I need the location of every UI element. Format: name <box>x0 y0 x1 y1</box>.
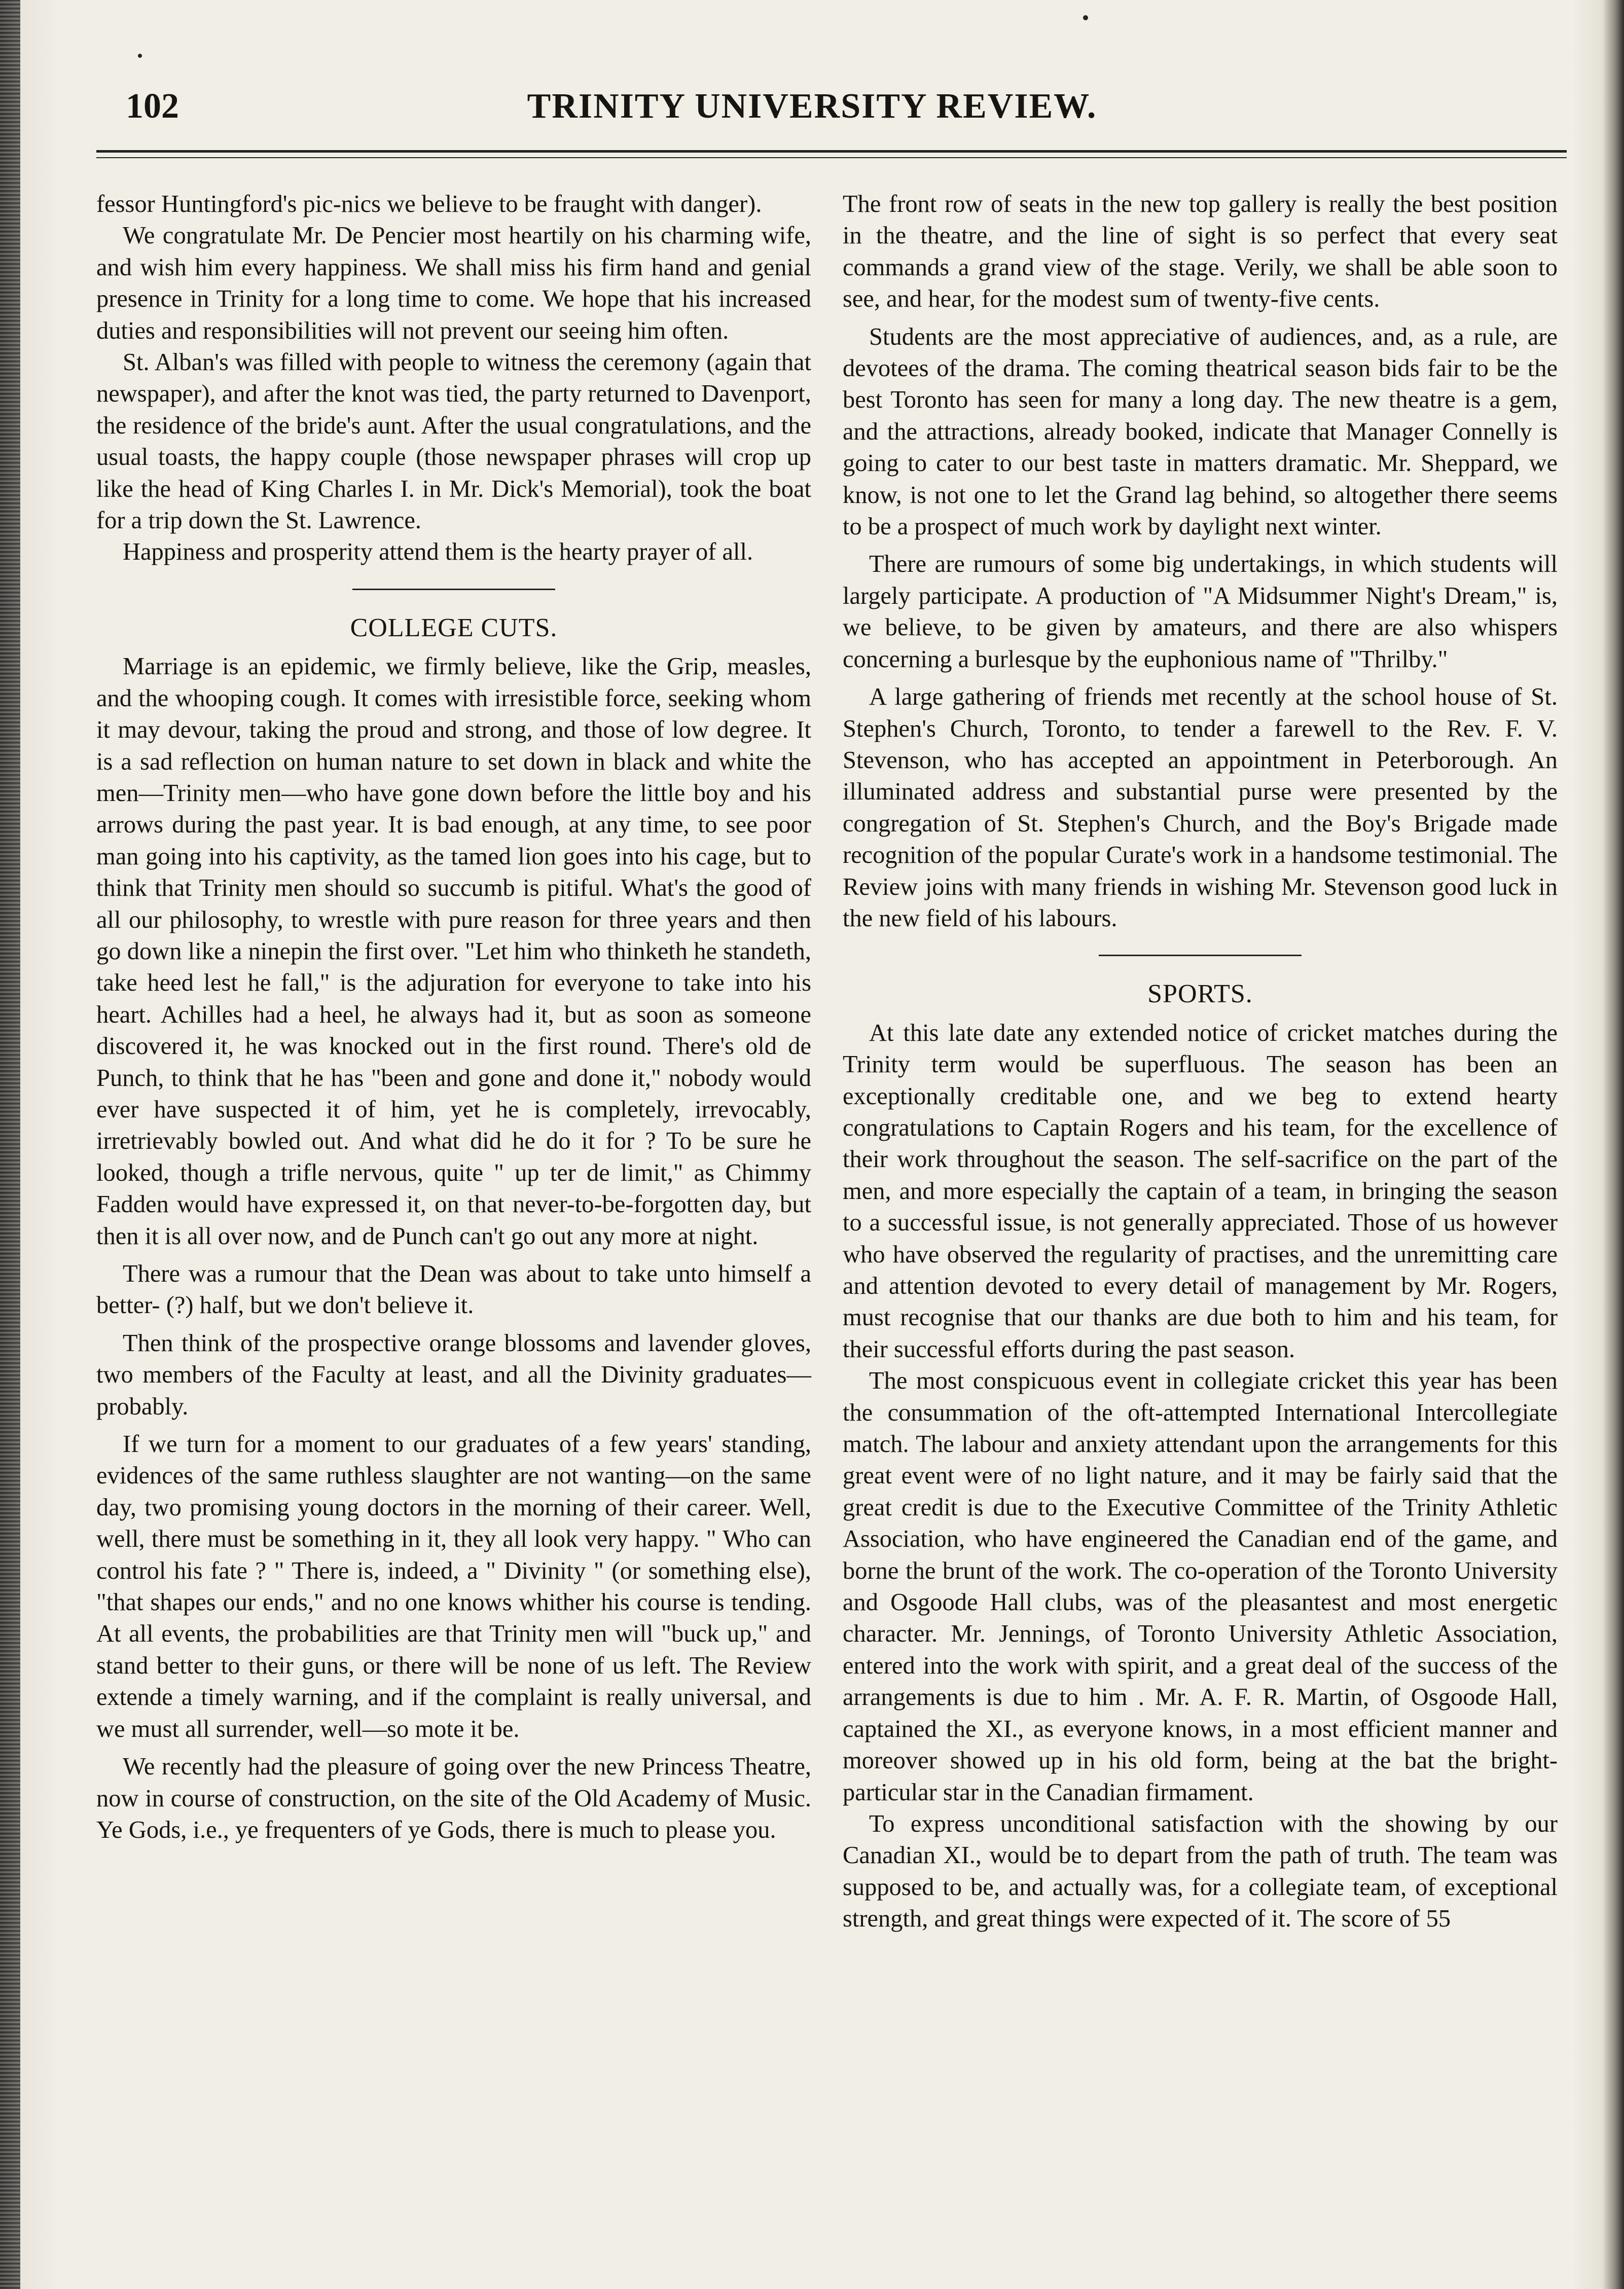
section-title-college-cuts: COLLEGE CUTS. <box>350 613 558 642</box>
paragraph: Students are the most appreciative of audiences, and, as a rule, are devotees of the drama. The coming theatrical season bids fair to be the best Toronto has seen for many a long day. The new theatre is a gem, and the attractions, already booked, indicate that Manager Connelly is going to cater to our best taste in matters dramatic. Mr. Sheppard, we know, is not one to let the Grand lag behind, so altogether there seems to be a prospect of much work by daylight next winter. <box>843 323 1558 540</box>
paragraph: Marriage is an epidemic, we firmly believe, like the Grip, measles, and the whooping cough. It comes with irresistible force, seeking whom it may devour, taking the proud and strong, and those of low degree. It is a sad reflection on human nature to set down in black and white the men—Trinity men—who have gone down before the little boy and his arrows during the past year. It is bad enough, at any time, to see poor man going into his captivity, as the tamed lion goes into his cage, but to think that Trinity men should so succumb is pitiful. What's the good of all our philosophy, to wrestle with pure reason for three years and then go down like a ninepin the first over. "Let him who thinketh he standeth, take heed lest he fall," is the adjuration for everyone to take into his heart. Achilles had a heel, he always had it, but as soon as someone discovered it, he was knocked out in the first round. There's old de Punch, to think that he has "been and gone and done it," nobody would ever have suspected it of him, yet he is completely, irrevocably, irretrievably bowled out. And what did he do it for ? To be sure he looked, though a trifle nervous, quite " up ter de limit," as Chimmy Fadden would have expressed it, on that never-to-be-forgotten day, but then it is all over now, and de Punch can't go out any more at night. <box>96 653 811 1250</box>
header-double-rule <box>96 150 1567 158</box>
print-speck <box>1083 15 1088 20</box>
paragraph: The most conspicuous event in collegiate cricket this year has been the consummation of the oft-attempted International Intercollegiate match. The labour and anxiety attendant upon the arrangements for this great event were of no light nature, and it may be fairly said that the great credit is due to the Executive Committee of the Trinity Athletic Association, who have engineered the Canadian end of the game, and borne the brunt of the work. The co-operation of the Toronto University and Osgoode Hall clubs, was of the pleasantest and most energetic character. Mr. Jennings, of Toronto University Athletic Association, entered into the work with spirit, and a great deal of the success of the arrangements is due to him . Mr. A. F. R. Martin, of Osgoode Hall, captained the XI., as everyone knows, in a most efficient manner and moreover showed up in his old form, being at the bat the bright-particular star in the Canadian firmament. <box>843 1367 1558 1806</box>
right-column <box>843 189 1558 2196</box>
paragraph: At this late date any extended notice of cricket matches during the Trinity term would be superfluous. The season has been an exceptionally creditable one, and we beg to extend hearty congratulations to Captain Rogers and his team, for the excellence of their work throughout the season. The self-sacrifice on the part of the men, and more especially the captain of a team, in bringing the season to a successful issue, is not generally appreciated. Those of us however who have observed the regularity of practises, and the unremitting care and attention devoted to every detail of management by Mr. Rogers, must recognise that our thanks are due both to him and his team, for their successful efforts during the past season. <box>843 1019 1558 1363</box>
paragraph: Happiness and prosperity attend them is the hearty prayer of all. <box>123 538 753 566</box>
page-number: 102 <box>126 87 179 126</box>
paragraph: There was a rumour that the Dean was about to take unto himself a better- (?) half, but we don't believe it. <box>96 1260 811 1319</box>
section-divider <box>1099 955 1302 956</box>
left-column <box>96 189 811 2196</box>
paragraph: We congratulate Mr. De Pencier most heartily on his charming wife, and wish him every happiness. We shall miss his firm hand and genial presence in Trinity for a long time to come. We hope that his increased duties and responsibilities will not prevent our seeing him often. <box>96 222 811 344</box>
book-binding-edge <box>0 0 20 2289</box>
paragraph: A large gathering of friends met recently at the school house of St. Stephen's Church, Toronto, to tender a farewell to the Rev. F. V. Stevenson, who has accepted an appointment in Peterborough. An illuminated address and substantial purse were presented by the congregation of St. Stephen's Church, and the Boy's Brigade made recognition of the popular Curate's work in a handsome testimonial. The Review joins with many friends in wishing Mr. Stevenson good luck in the new field of his labours. <box>843 683 1558 932</box>
paragraph: We recently had the pleasure of going over the new Princess Theatre, now in course of construction, on the site of the Old Academy of Music. Ye Gods, i.e., ye frequenters of ye Gods, there is much to please you. <box>96 1753 811 1843</box>
paragraph: If we turn for a moment to our graduates of a few years' standing, evidences of the same ruthless slaughter are not wanting—on the same day, two promising young doctors in the morning of their career. Well, well, there must be something in it, they all look very happy. " Who can control his fate ? " There is, indeed, a " Divinity " (or something else), "that shapes our ends," and no one knows whither his course is tending. At all events, the probabilities are that Trinity men will "buck up," and stand better to their guns, or there will be none of us left. The Review extende a timely warning, and if the complaint is really universal, and we must all surrender, well—so mote it be. <box>96 1431 811 1742</box>
paragraph: The front row of seats in the new top gallery is really the best position in the theatre, and the line of sight is so perfect that every seat commands a grand view of the stage. Verily, we shall be able soon to see, and hear, for the modest sum of twenty-five cents. <box>843 191 1558 313</box>
paragraph: Then think of the prospective orange blossoms and lavender gloves, two members of the Faculty at least, and all the Divinity graduates—probably. <box>96 1329 811 1420</box>
paragraph: St. Alban's was filled with people to witness the ceremony (again that newspaper), and after the knot was tied, the party returned to Davenport, the residence of the bride's aunt. After the usual congratulations, and the usual toasts, the happy couple (those newspaper phrases will crop up like the head of King Charles I. in Mr. Dick's Memorial), took the boat for a trip down the St. Lawrence. <box>96 349 811 534</box>
print-speck <box>138 54 142 58</box>
journal-title: TRINITY UNIVERSITY REVIEW. <box>527 87 1097 126</box>
paragraph: There are rumours of some big undertakings, in which students will largely participate. A production of "A Midsummer Night's Dream," is, we believe, to be given by amateurs, and there are also whispers concerning a burlesque by the euphonious name of "Thrilby." <box>843 551 1558 673</box>
paragraph: fessor Huntingford's pic-nics we believe to be fraught with danger). <box>96 191 762 217</box>
paragraph: To express unconditional satisfaction with the showing by our Canadian XI., would be to depart from the path of truth. The team was supposed to be, and actually was, for a collegiate team, of exceptional strength, and great things were expected of it. The score of 55 <box>843 1810 1558 1933</box>
section-title-sports: SPORTS. <box>1147 979 1253 1009</box>
section-divider <box>352 589 555 590</box>
